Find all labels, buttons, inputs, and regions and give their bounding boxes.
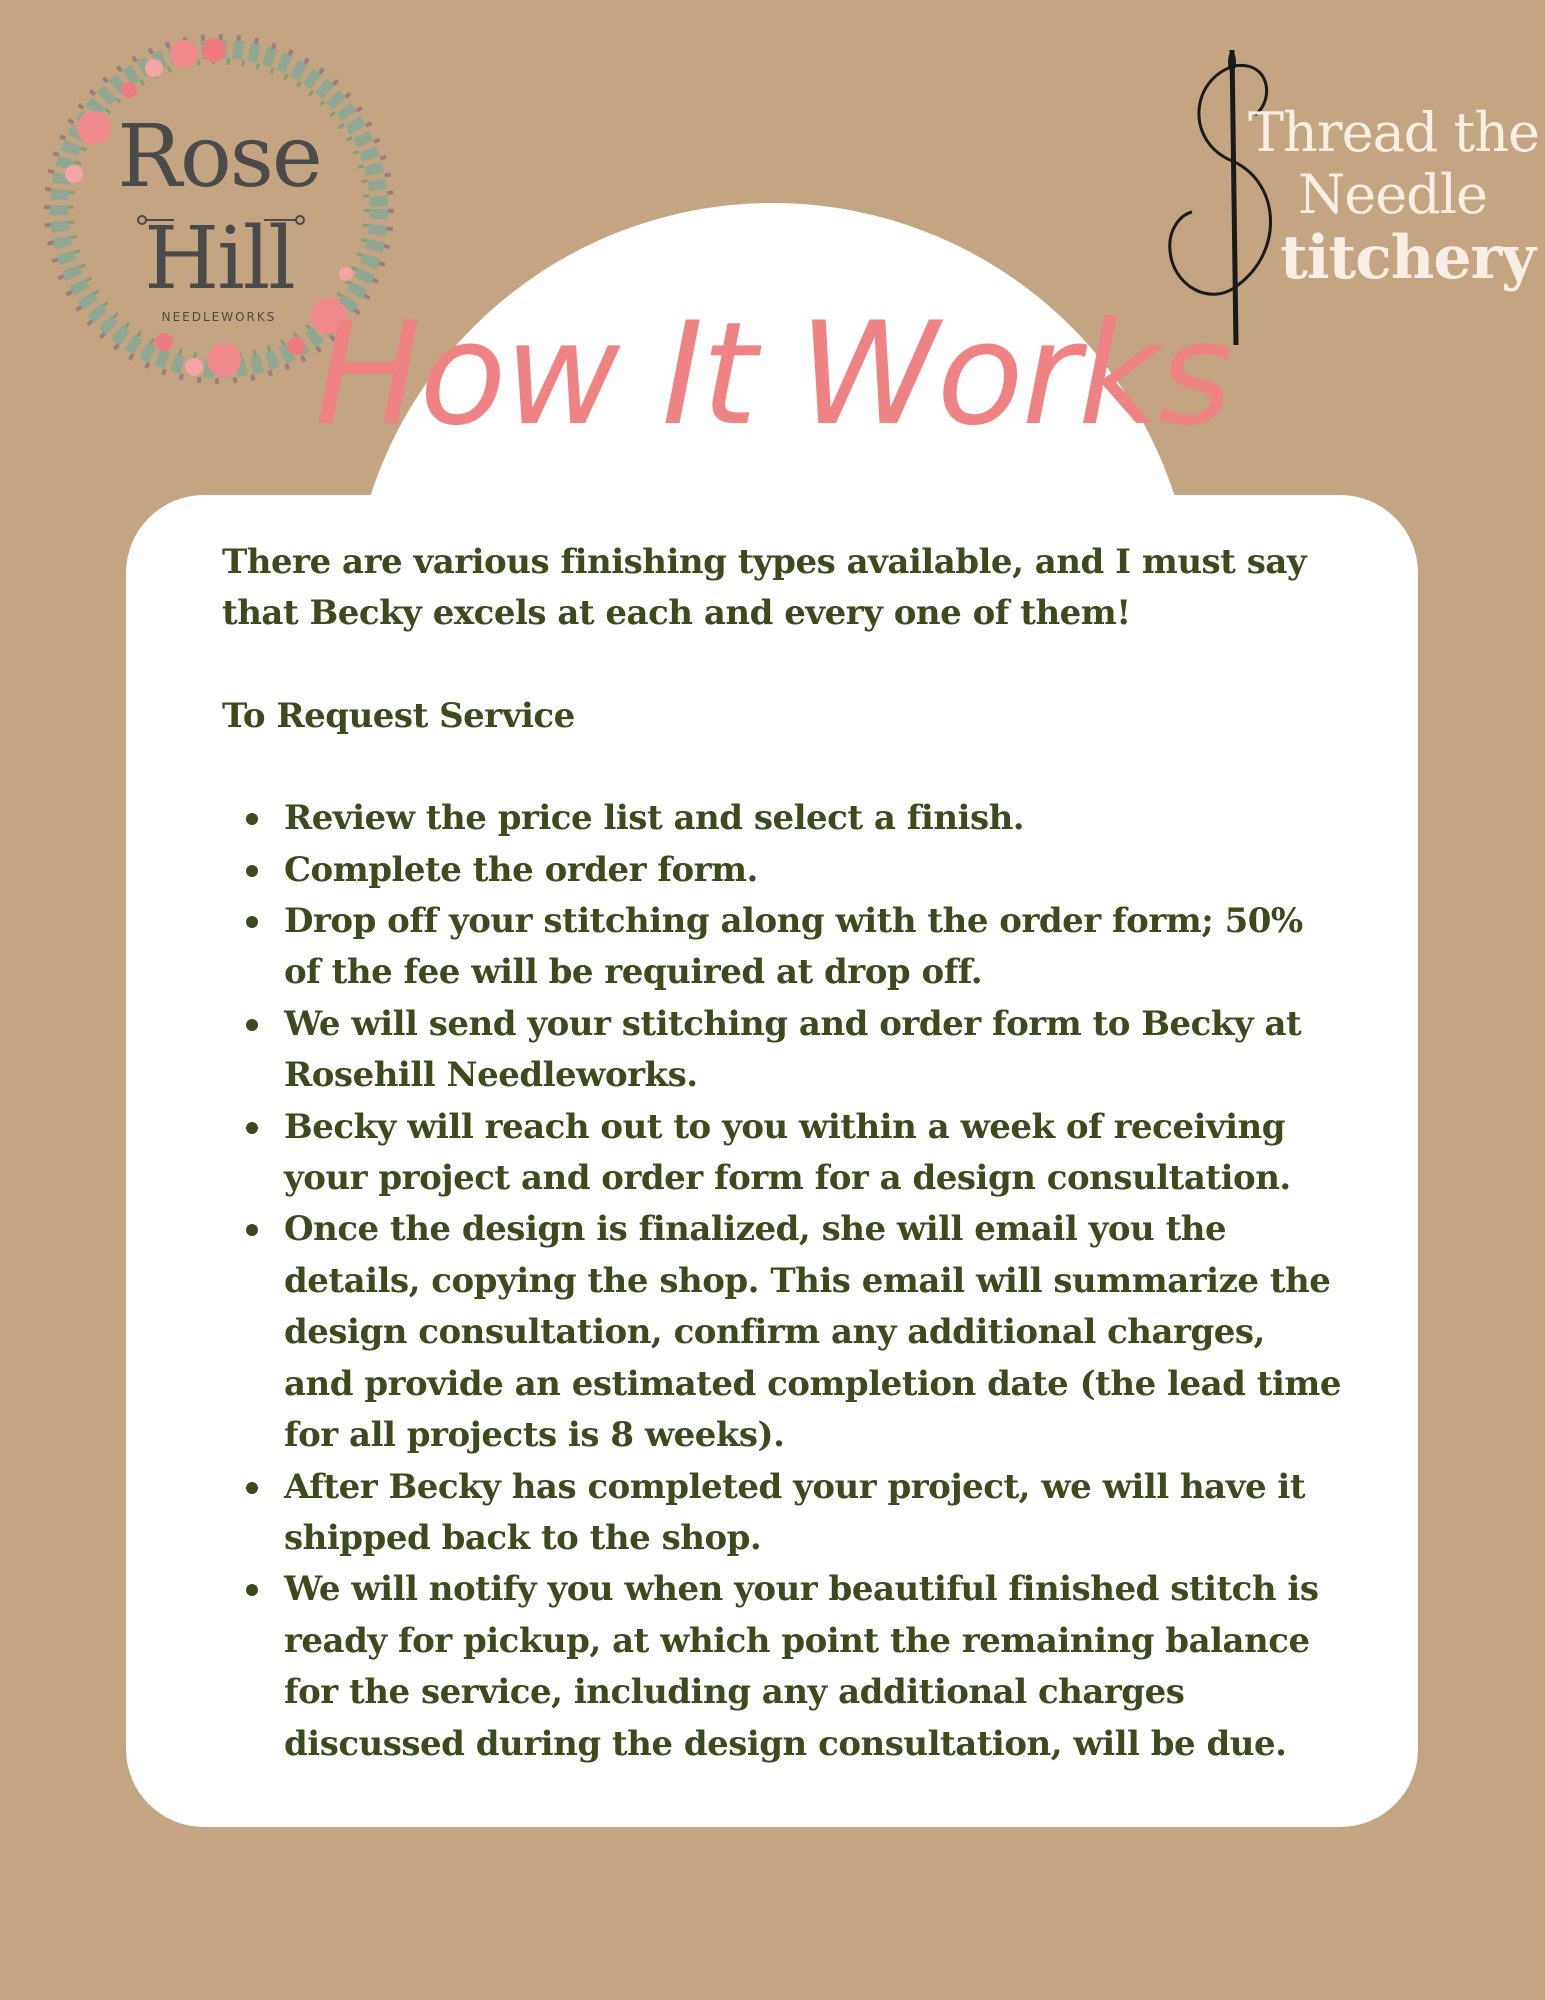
step-item: We will notify you when your beautiful finished stitch is ready for pickup, at which point the remaining balance for the service, including any additional charges discussed during the design consultation, will be due.	[284, 1564, 1342, 1770]
step-item: Becky will reach out to you within a week of receiving your project and order form for a design consultation.	[284, 1102, 1342, 1205]
step-item: Complete the order form.	[284, 845, 1342, 896]
step-item: Review the price list and select a finish.	[284, 793, 1342, 844]
content-body	[222, 537, 1342, 1770]
page-title: How It Works	[314, 292, 1231, 457]
thread-the-needle-logo-line1: Thread the	[1248, 101, 1539, 164]
rose-hill-logo-line1: Rose	[117, 107, 321, 207]
step-item: We will send your stitching and order form to Becky at Rosehill Needleworks.	[284, 999, 1342, 1102]
thread-the-needle-logo-line3: titchery	[1280, 223, 1536, 293]
intro-paragraph: There are various finishing types available, and I must say that Becky excels at each and every one of them!	[222, 542, 1307, 634]
title-container	[0, 290, 1545, 460]
thread-the-needle-logo-line2: Needle	[1298, 163, 1487, 226]
section-heading: To Request Service	[222, 695, 575, 736]
rose-hill-logo-subtitle: NEEDLEWORKS	[161, 310, 277, 324]
step-item: Once the design is finalized, she will email you the details, copying the shop. This email will summarize the design consultation, confirm any additional charges, and provide an estimated completion date (the lead time for all projects is 8 weeks).	[284, 1204, 1342, 1461]
step-item: After Becky has completed your project, we will have it shipped back to the shop.	[284, 1462, 1342, 1565]
steps-list	[222, 793, 1342, 1770]
rose-hill-logo-line2: Hill	[144, 209, 294, 309]
step-item: Drop off your stitching along with the order form; 50% of the fee will be required at drop off.	[284, 896, 1342, 999]
